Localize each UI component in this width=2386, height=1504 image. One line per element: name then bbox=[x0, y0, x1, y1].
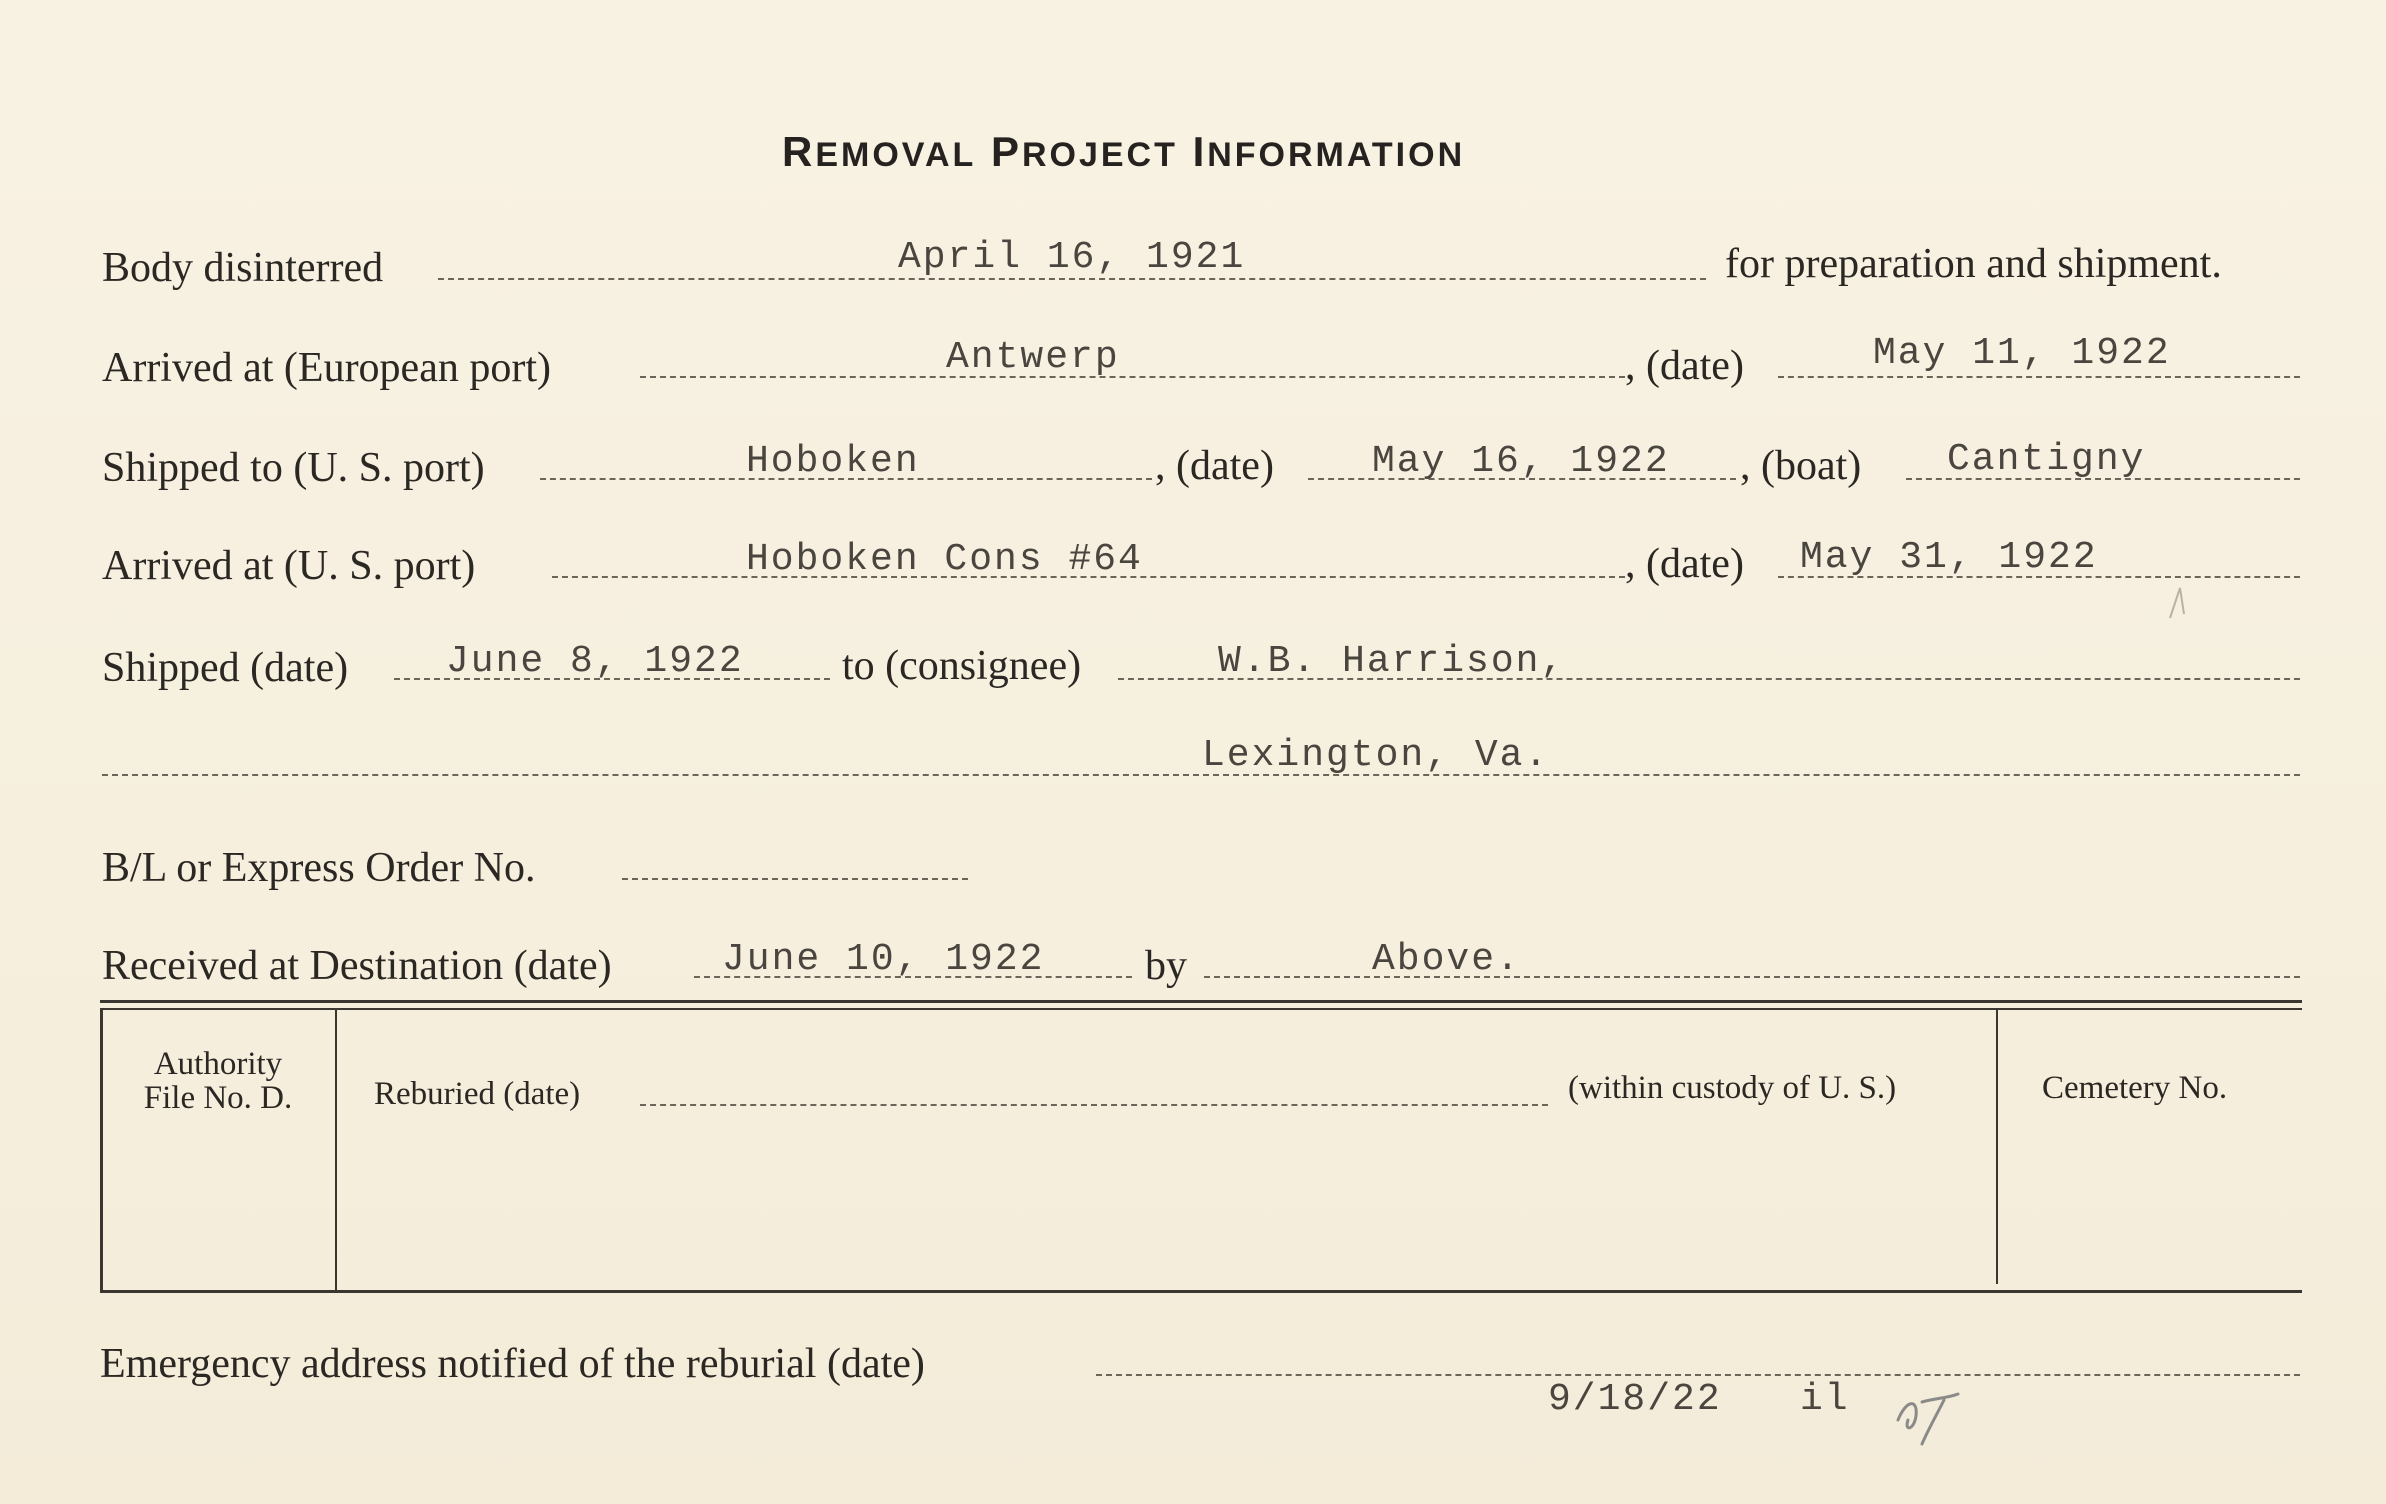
authority-label: Authority bbox=[153, 1046, 283, 1082]
box-bottom-rule bbox=[100, 1290, 2302, 1293]
arrived-us-date-label: , (date) bbox=[1625, 541, 1744, 587]
european-port-value: Antwerp bbox=[946, 336, 1120, 379]
european-date-value: May 11, 1922 bbox=[1873, 332, 2171, 375]
consignee-line-2 bbox=[102, 774, 2300, 776]
reburied-date-line bbox=[640, 1104, 1548, 1106]
arrived-us-date-value: May 31, 1922 bbox=[1800, 536, 2098, 579]
received-by-label: by bbox=[1145, 943, 1187, 989]
european-port-line bbox=[640, 376, 1625, 378]
consignee-line2-value: Lexington, Va. bbox=[1202, 734, 1550, 777]
initials-value: il bbox=[1800, 1378, 1850, 1421]
european-date-line bbox=[1778, 376, 2300, 378]
emergency-line bbox=[1096, 1374, 2300, 1376]
emergency-date-value: 9/18/22 bbox=[1548, 1378, 1722, 1421]
arrived-us-label: Arrived at (U. S. port) bbox=[102, 543, 476, 589]
disinterred-date-value: April 16, 1921 bbox=[898, 236, 1246, 279]
us-port-value: Hoboken bbox=[746, 440, 920, 483]
shipped-date-label: , (date) bbox=[1155, 443, 1274, 489]
shipped-to-us-label: Shipped to (U. S. port) bbox=[102, 445, 485, 491]
received-date-value: June 10, 1922 bbox=[722, 938, 1045, 981]
bl-order-label: B/L or Express Order No. bbox=[102, 845, 536, 891]
emergency-label: Emergency address notified of the reburial (date) bbox=[100, 1341, 925, 1387]
for-preparation-label: for preparation and shipment. bbox=[1725, 241, 2222, 287]
top-double-rule-1 bbox=[100, 1000, 2302, 1003]
file-no-label: File No. D. bbox=[143, 1080, 293, 1116]
boat-value: Cantigny bbox=[1947, 438, 2146, 481]
box-divider-2 bbox=[1996, 1010, 1998, 1284]
reburied-label: Reburied (date) bbox=[374, 1076, 581, 1112]
arrived-european-label: Arrived at (European port) bbox=[102, 345, 551, 391]
shipped-date-row-label: Shipped (date) bbox=[102, 645, 349, 691]
received-destination-label: Received at Destination (date) bbox=[102, 943, 612, 989]
cemetery-no-label: Cemetery No. bbox=[2042, 1070, 2228, 1106]
received-by-line bbox=[1204, 976, 2300, 978]
shipped-date-value: June 8, 1922 bbox=[446, 640, 744, 683]
bl-order-line bbox=[622, 878, 968, 880]
received-by-value: Above. bbox=[1372, 938, 1521, 981]
european-date-label: , (date) bbox=[1625, 343, 1744, 389]
boat-label: , (boat) bbox=[1740, 443, 1862, 489]
arrived-us-port-value: Hoboken Cons #64 bbox=[746, 538, 1143, 581]
pencil-initials-mark bbox=[1892, 1380, 1972, 1450]
shipped-us-date-value: May 16, 1922 bbox=[1372, 440, 1670, 483]
top-double-rule-2 bbox=[100, 1008, 2302, 1010]
box-left-border bbox=[100, 1010, 103, 1292]
within-custody-label: (within custody of U. S.) bbox=[1568, 1070, 1897, 1106]
pencil-tick-mark bbox=[2166, 584, 2196, 624]
page-title: REMOVAL PROJECT INFORMATION bbox=[782, 128, 1466, 175]
box-divider-1 bbox=[335, 1010, 337, 1292]
consignee-label: to (consignee) bbox=[842, 643, 1082, 689]
body-disinterred-label: Body disinterred bbox=[102, 245, 384, 291]
consignee-line1-value: W.B. Harrison, bbox=[1218, 640, 1566, 683]
